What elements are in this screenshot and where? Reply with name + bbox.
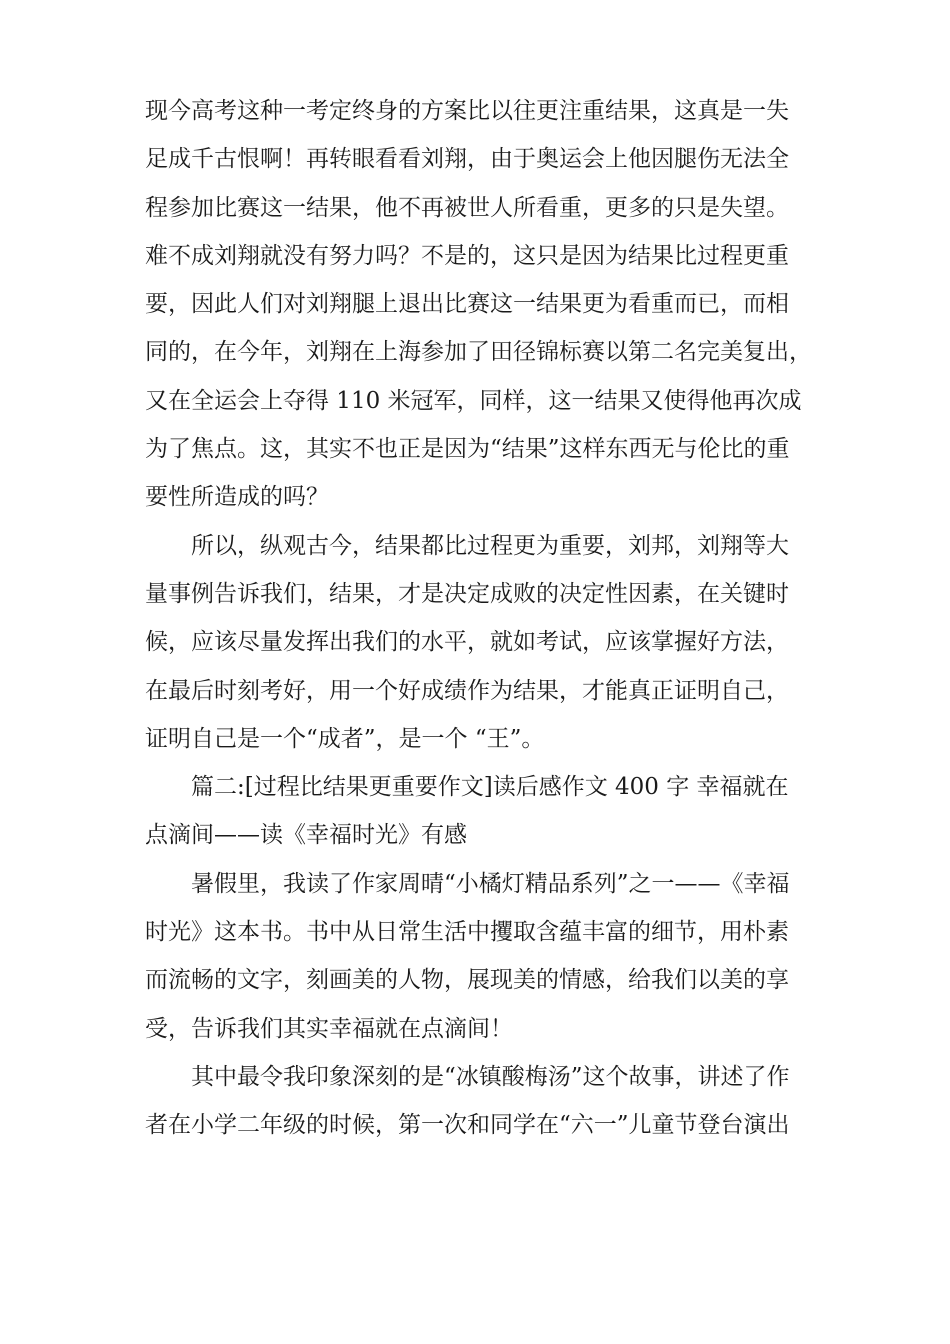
- paragraph-1: [145, 87, 815, 522]
- text-line: 时光》这本书。书中从日常生活中攫取含蕴丰富的细节，用朴素: [145, 919, 789, 946]
- text-line: 量事例告诉我们，结果，才是决定成败的决定性因素，在关键时: [145, 580, 789, 607]
- text-line: 要，因此人们对刘翔腿上退出比赛这一结果更为看重而已，而相: [145, 291, 789, 318]
- text-line: 同的，在今年，刘翔在上海参加了田径锦标赛以第二名完美复出，: [145, 339, 812, 366]
- text-line: 要性所造成的吗？: [145, 484, 329, 511]
- text-line: 而流畅的文字，刻画美的人物，展现美的情感，给我们以美的享: [145, 967, 789, 994]
- document-body: [145, 87, 815, 1150]
- text-line: 者在小学二年级的时候，第一次和同学在“六一”儿童节登台演出: [145, 1112, 790, 1139]
- section-heading-line: 点滴间——读《幸福时光》有感: [145, 822, 467, 849]
- paragraph-5: [145, 1053, 815, 1150]
- text-line: 在最后时刻考好，用一个好成绩作为结果，才能真正证明自己，: [145, 677, 789, 704]
- text-line: 证明自己是一个“成者”，是一个 “王”。: [145, 725, 545, 752]
- text-line: 又在全运会上夺得 110 米冠军，同样，这一结果又使得他再次成: [145, 387, 802, 414]
- text-line: 为了焦点。这，其实不也正是因为“结果”这样东西无与伦比的重: [145, 436, 790, 463]
- text-line: 程参加比赛这一结果，他不再被世人所看重，更多的只是失望。: [145, 194, 789, 221]
- text-line: 足成千古恨啊！再转眼看看刘翔，由于奥运会上他因腿伤无法全: [145, 146, 789, 173]
- text-line: 暑假里，我读了作家周晴“小橘灯精品系列”之一——《幸福: [191, 870, 790, 897]
- text-line: 现今高考这种一考定终身的方案比以往更注重结果，这真是一失: [145, 98, 789, 124]
- paragraph-4: [145, 860, 815, 1053]
- section-heading-line: 篇二:[过程比结果更重要作文]读后感作文 400 字 幸福就在: [191, 774, 789, 801]
- text-line: 受，告诉我们其实幸福就在点滴间！: [145, 1015, 513, 1042]
- paragraph-2: [145, 522, 815, 763]
- text-line: 候，应该尽量发挥出我们的水平，就如考试，应该掌握好方法，: [145, 629, 789, 656]
- text-line: 其中最令我印象深刻的是“冰镇酸梅汤”这个故事，讲述了作: [191, 1063, 790, 1090]
- text-line: 难不成刘翔就没有努力吗？不是的，这只是因为结果比过程更重: [145, 242, 789, 269]
- paragraph-3: [145, 763, 815, 860]
- text-line: 所以，纵观古今，结果都比过程更为重要，刘邦，刘翔等大: [191, 532, 789, 559]
